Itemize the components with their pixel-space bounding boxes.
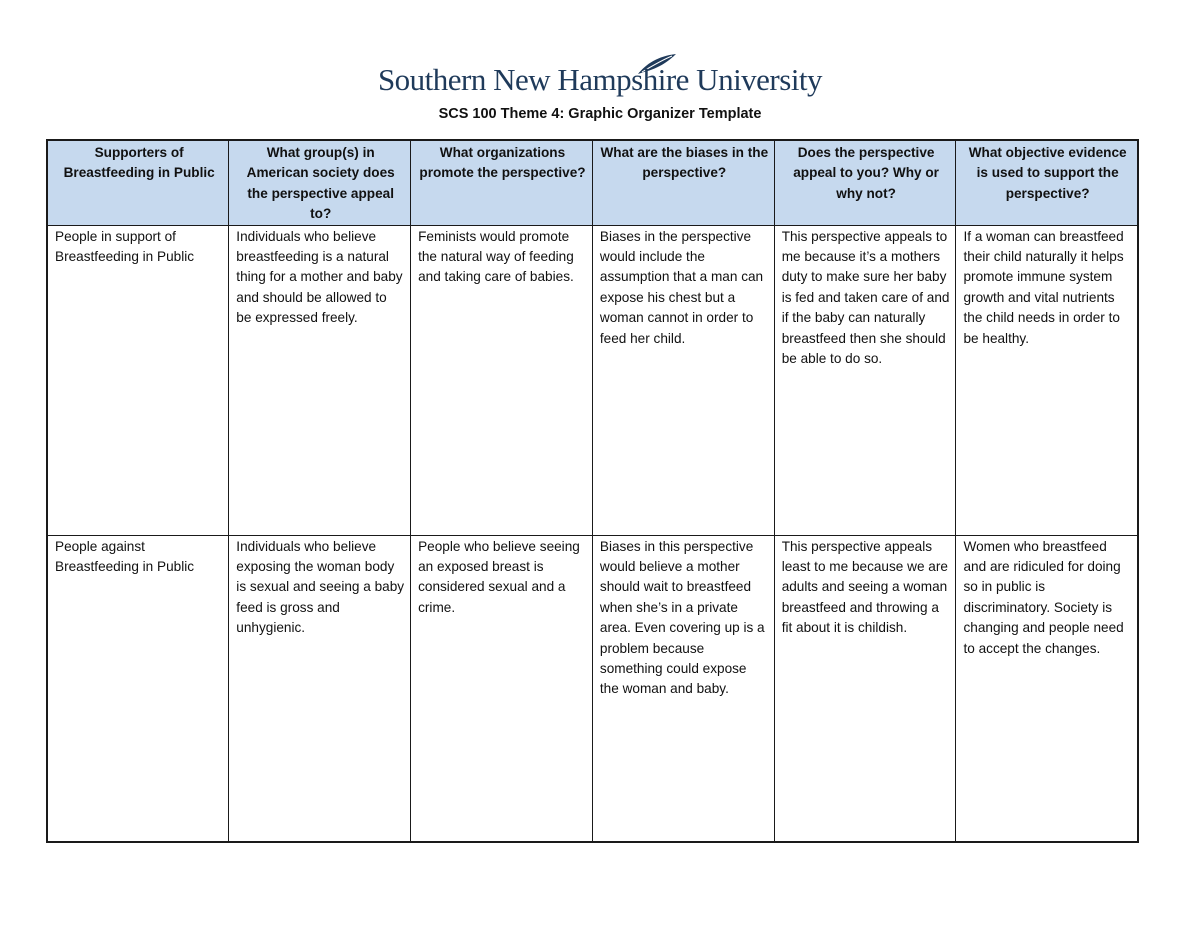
- document-title: SCS 100 Theme 4: Graphic Organizer Template: [438, 106, 762, 122]
- table-cell: People who believe seeing an exposed breast is considered sexual and a crime.: [411, 535, 593, 842]
- table-cell: People against Breastfeeding in Public: [47, 535, 229, 842]
- column-header: Does the perspective appeal to you? Why or why not?: [774, 140, 956, 225]
- university-name: Southern New Hampshire University: [377, 62, 823, 97]
- table-cell: Women who breastfeed and are ridiculed for doing so in public is discriminatory. Society is changing and people need to accept the changes.: [956, 535, 1138, 842]
- graphic-organizer-table: [46, 139, 1139, 843]
- table-row: [47, 225, 1138, 535]
- table-row: [47, 535, 1138, 842]
- table-cell: This perspective appeals least to me because we are adults and seeing a woman breastfeed and throwing a fit about it is childish.: [774, 535, 956, 842]
- column-header: What are the biases in the perspective?: [592, 140, 774, 225]
- column-header: What objective evidence is used to support the perspective?: [956, 140, 1138, 225]
- column-header: What organizations promote the perspective?: [411, 140, 593, 225]
- table-cell: Individuals who believe breastfeeding is a natural thing for a mother and baby and should be allowed to be expressed freely.: [229, 225, 411, 535]
- table-cell: Biases in the perspective would include the assumption that a man can expose his chest but a woman cannot in order to feed her child.: [592, 225, 774, 535]
- table-header-row: [47, 140, 1138, 225]
- table-cell: People in support of Breastfeeding in Public: [47, 225, 229, 535]
- university-logo: [0, 52, 1200, 102]
- table-cell: Individuals who believe exposing the woman body is sexual and seeing a baby feed is gross and unhygienic.: [229, 535, 411, 842]
- table-cell: Biases in this perspective would believe a mother should wait to breastfeed when she’s in a private area. Even covering up is a problem because something could expose the woman and baby.: [592, 535, 774, 842]
- table-cell: This perspective appeals to me because it’s a mothers duty to make sure her baby is fed and taken care of and if the baby can naturally breastfeed then she should be able to do so.: [774, 225, 956, 535]
- table-cell: Feminists would promote the natural way of feeding and taking care of babies.: [411, 225, 593, 535]
- column-header: Supporters of Breastfeeding in Public: [47, 140, 229, 225]
- table-cell: If a woman can breastfeed their child naturally it helps promote immune system growth and vital nutrients the child needs in order to be healthy.: [956, 225, 1138, 535]
- column-header: What group(s) in American society does the perspective appeal to?: [229, 140, 411, 225]
